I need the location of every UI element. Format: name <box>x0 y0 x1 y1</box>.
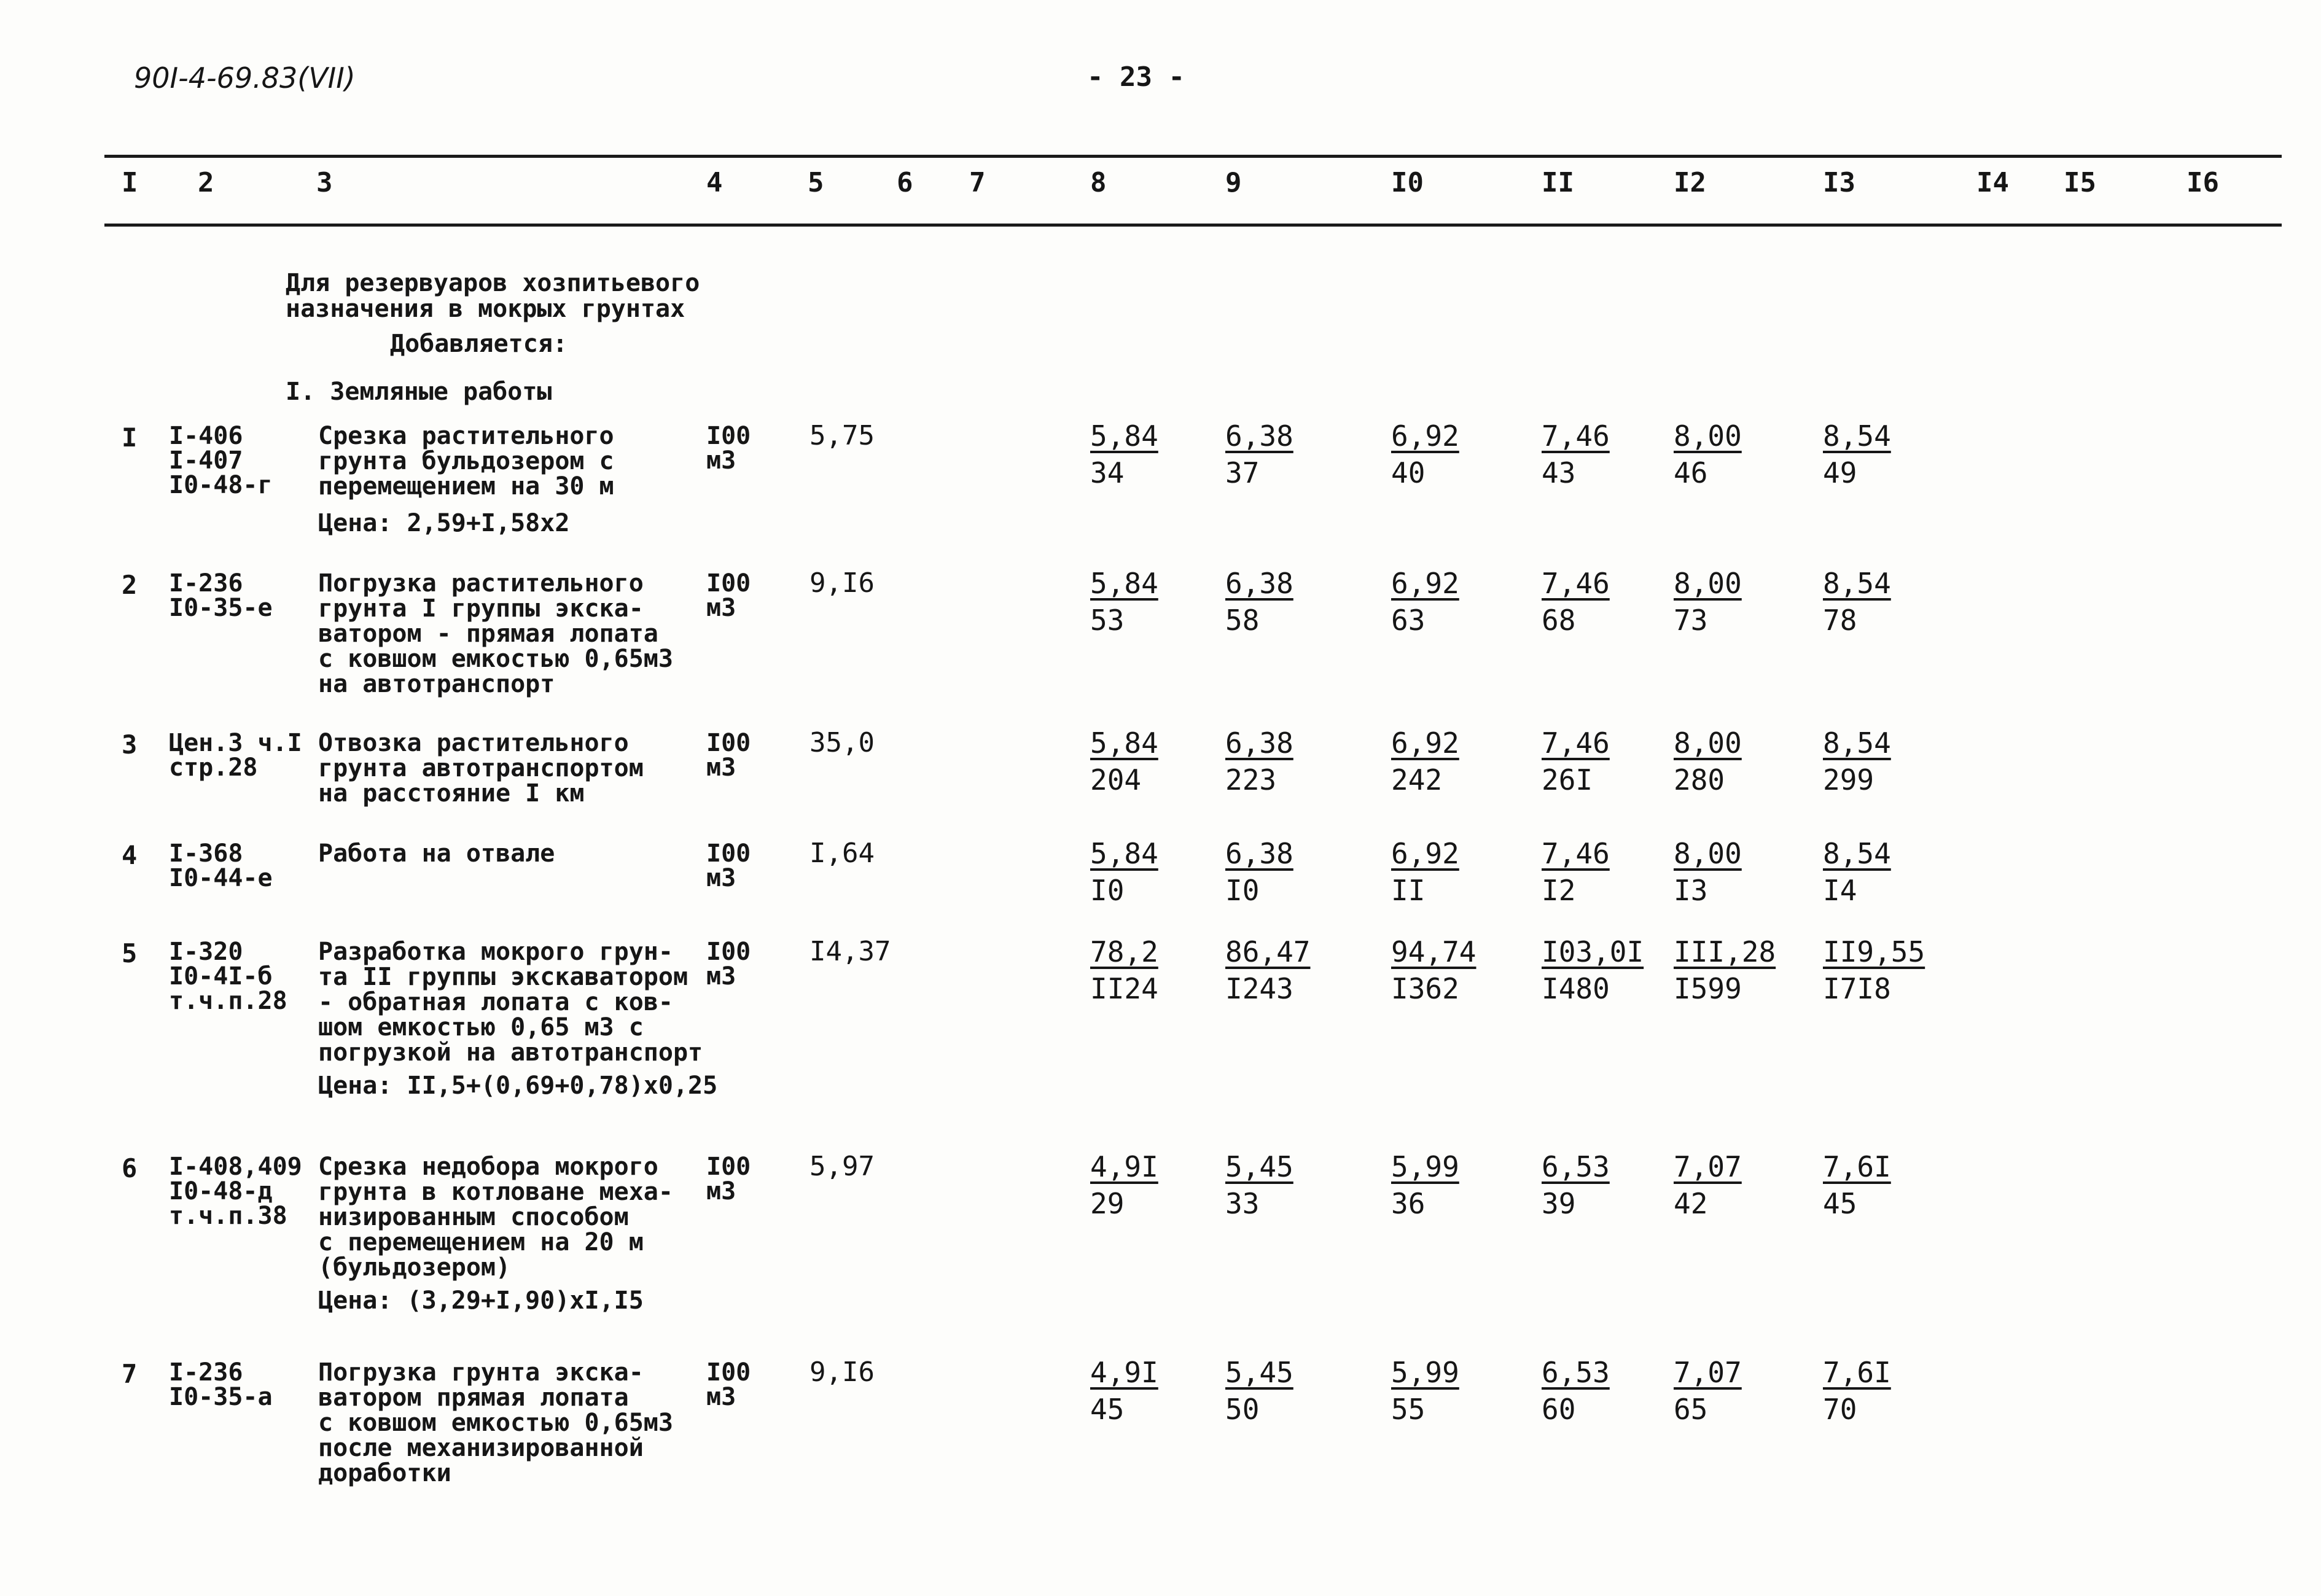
fraction-numerator: 8,00 <box>1674 837 1742 870</box>
description-line: ватором - прямая лопата <box>318 620 658 648</box>
fraction-denominator: 39 <box>1542 1187 1576 1220</box>
price-note: Цена: II,5+(0,69+0,78)x0,25 <box>318 1072 718 1100</box>
fraction-numerator: 8,54 <box>1823 837 1891 870</box>
value-fraction <box>1823 1150 1891 1221</box>
value-fraction <box>1225 419 1293 490</box>
fraction-numerator: III,28 <box>1674 935 1776 968</box>
fraction-numerator: 6,38 <box>1225 567 1293 600</box>
fraction-numerator: 7,46 <box>1542 419 1610 453</box>
fraction-denominator: 60 <box>1542 1393 1576 1426</box>
fraction-denominator: II24 <box>1090 972 1158 1005</box>
row-number: 7 <box>122 1359 138 1389</box>
unit <box>706 424 751 473</box>
column-header: 3 <box>316 167 333 198</box>
document-code: 90I-4-69.83(VII) <box>134 61 356 95</box>
value-fraction <box>1674 419 1742 490</box>
fraction-denominator: 280 <box>1674 763 1725 796</box>
fraction-denominator: I3 <box>1674 874 1708 907</box>
value-fraction <box>1674 935 1776 1006</box>
row-number: 2 <box>122 570 138 600</box>
unit-line: м3 <box>706 962 736 991</box>
fraction-numerator: 6,38 <box>1225 837 1293 870</box>
fraction-denominator: 73 <box>1674 604 1708 637</box>
value-fraction <box>1090 1355 1158 1427</box>
column-5-value: 9,I6 <box>809 1357 875 1388</box>
fraction-denominator: 223 <box>1225 763 1277 796</box>
fraction-numerator: 6,38 <box>1225 419 1293 453</box>
value-fraction <box>1542 566 1610 637</box>
reference-line: I-408,409 <box>169 1153 302 1181</box>
column-header: I3 <box>1823 167 1855 198</box>
section-title-line: назначения в мокрых грунтах <box>286 295 685 323</box>
value-fraction <box>1542 1150 1610 1221</box>
description-line: на автотранспорт <box>318 670 555 698</box>
fraction-numerator: 7,46 <box>1542 726 1610 760</box>
fraction-denominator: 204 <box>1090 763 1142 796</box>
fraction-numerator: 4,9I <box>1090 1150 1158 1183</box>
description-line: грунта I группы экска- <box>318 594 644 623</box>
row-number: I <box>122 422 138 453</box>
description-line: шом емкостью 0,65 м3 с <box>318 1013 644 1041</box>
description-line: с перемещением на 20 м <box>318 1228 644 1256</box>
top-rule <box>104 155 2282 158</box>
unit-line: I00 <box>706 839 751 868</box>
description-line: Разработка мокрого грун- <box>318 938 673 966</box>
reference-line: I-236 <box>169 569 243 598</box>
row-references <box>169 940 287 1013</box>
column-header: I0 <box>1391 167 1424 198</box>
fraction-denominator: 37 <box>1225 456 1260 489</box>
reference-line: I0-35-а <box>169 1383 273 1411</box>
fraction-denominator: 68 <box>1542 604 1576 637</box>
description-line: грунта автотранспортом <box>318 754 644 782</box>
reference-line: стр.28 <box>169 753 258 782</box>
fraction-numerator: 8,00 <box>1674 419 1742 453</box>
fraction-numerator: 4,9I <box>1090 1356 1158 1389</box>
fraction-numerator: 7,6I <box>1823 1150 1891 1183</box>
column-header: 4 <box>706 167 723 198</box>
fraction-denominator: 45 <box>1090 1393 1125 1426</box>
unit-line: I00 <box>706 729 751 757</box>
section-title <box>286 270 700 322</box>
column-5-value: 5,75 <box>809 420 875 451</box>
fraction-denominator: 26I <box>1542 763 1593 796</box>
fraction-numerator: 5,45 <box>1225 1356 1293 1389</box>
price-note: Цена: (3,29+I,90)xI,I5 <box>318 1287 644 1315</box>
value-fraction <box>1090 419 1158 490</box>
value-fraction <box>1674 566 1742 637</box>
column-5-value: 35,0 <box>809 727 875 758</box>
fraction-numerator: 5,84 <box>1090 567 1158 600</box>
fraction-numerator: 78,2 <box>1090 935 1158 968</box>
row-number: 3 <box>122 730 138 760</box>
fraction-numerator: II9,55 <box>1823 935 1925 968</box>
fraction-denominator: II <box>1391 874 1426 907</box>
column-header: 2 <box>198 167 214 198</box>
value-fraction <box>1542 726 1610 797</box>
fraction-denominator: I4 <box>1823 874 1857 907</box>
fraction-numerator: 7,07 <box>1674 1356 1742 1389</box>
fraction-denominator: 63 <box>1391 604 1426 637</box>
description-line: погрузкой на автотранспорт <box>318 1038 703 1067</box>
value-fraction <box>1542 419 1610 490</box>
value-fraction <box>1391 1355 1459 1427</box>
row-description <box>318 841 555 866</box>
fraction-denominator: 40 <box>1391 456 1426 489</box>
description-line: Срезка недобора мокрого <box>318 1153 658 1181</box>
unit-line: м3 <box>706 753 736 782</box>
reference-line: I-368 <box>169 839 243 868</box>
description-line: Отвозка растительного <box>318 729 629 757</box>
reference-line: I-236 <box>169 1358 243 1387</box>
fraction-numerator: 6,92 <box>1391 567 1459 600</box>
reference-line: т.ч.п.28 <box>169 987 287 1015</box>
row-references <box>169 841 273 890</box>
fraction-denominator: I480 <box>1542 972 1610 1005</box>
fraction-denominator: 242 <box>1391 763 1443 796</box>
value-fraction <box>1823 1355 1891 1427</box>
fraction-denominator: I0 <box>1090 874 1125 907</box>
unit-line: I00 <box>706 422 751 450</box>
fraction-denominator: I599 <box>1674 972 1742 1005</box>
value-fraction <box>1090 836 1158 908</box>
value-fraction <box>1391 566 1459 637</box>
fraction-numerator: 8,54 <box>1823 726 1891 760</box>
unit-line: I00 <box>706 1153 751 1181</box>
fraction-numerator: 8,54 <box>1823 567 1891 600</box>
column-header: I4 <box>1976 167 2009 198</box>
fraction-numerator: 5,84 <box>1090 419 1158 453</box>
fraction-denominator: 45 <box>1823 1187 1857 1220</box>
description-line: Работа на отвале <box>318 839 555 868</box>
value-fraction <box>1225 935 1310 1006</box>
value-fraction <box>1674 726 1742 797</box>
reference-line: Цен.3 ч.I <box>169 729 302 757</box>
fraction-denominator: I0 <box>1225 874 1260 907</box>
unit-line: I00 <box>706 938 751 966</box>
fraction-numerator: 5,99 <box>1391 1150 1459 1183</box>
column-header: 7 <box>969 167 986 198</box>
row-description <box>318 1154 673 1280</box>
section-title-line: Для резервуаров хозпитьевого <box>286 269 700 297</box>
row-references <box>169 571 273 620</box>
row-description <box>318 940 703 1065</box>
fraction-numerator: 5,45 <box>1225 1150 1293 1183</box>
fraction-denominator: 34 <box>1090 456 1125 489</box>
description-line: грунта в котловане меха- <box>318 1178 673 1206</box>
value-fraction <box>1090 726 1158 797</box>
fraction-denominator: 53 <box>1090 604 1125 637</box>
value-fraction <box>1542 836 1610 908</box>
value-fraction <box>1225 726 1293 797</box>
description-line: с ковшом емкостью 0,65м3 <box>318 645 673 673</box>
reference-line: I0-35-е <box>169 594 273 622</box>
fraction-denominator: 65 <box>1674 1393 1708 1426</box>
reference-line: I0-48-г <box>169 471 273 499</box>
fraction-numerator: 6,38 <box>1225 726 1293 760</box>
value-fraction <box>1542 935 1644 1006</box>
fraction-denominator: 78 <box>1823 604 1857 637</box>
description-line: - обратная лопата с ков- <box>318 988 673 1016</box>
description-line: низированным способом <box>318 1203 629 1231</box>
fraction-denominator: 58 <box>1225 604 1260 637</box>
unit-line: м3 <box>706 594 736 622</box>
value-fraction <box>1823 566 1891 637</box>
value-fraction <box>1225 836 1293 908</box>
unit <box>706 940 751 989</box>
description-line: ватором прямая лопата <box>318 1384 629 1412</box>
description-line: Срезка растительного <box>318 422 614 450</box>
value-fraction <box>1823 726 1891 797</box>
reference-line: I0-4I-б <box>169 962 273 991</box>
column-header: 5 <box>808 167 824 198</box>
column-header: I2 <box>1674 167 1706 198</box>
value-fraction <box>1225 1150 1293 1221</box>
column-5-value: 5,97 <box>809 1151 875 1182</box>
fraction-numerator: 7,46 <box>1542 567 1610 600</box>
fraction-denominator: 299 <box>1823 763 1874 796</box>
subsection-title: I. Земляные работы <box>286 378 552 406</box>
row-description <box>318 731 644 806</box>
price-note: Цена: 2,59+I,58x2 <box>318 509 570 537</box>
fraction-denominator: 33 <box>1225 1187 1260 1220</box>
unit-line: I00 <box>706 1358 751 1387</box>
description-line: доработки <box>318 1459 451 1487</box>
reference-line: I-320 <box>169 938 243 966</box>
column-header: II <box>1542 167 1574 198</box>
column-header: 9 <box>1225 167 1242 198</box>
row-references <box>169 424 273 497</box>
column-5-value: I4,37 <box>809 936 891 967</box>
fraction-denominator: 70 <box>1823 1393 1857 1426</box>
unit <box>706 841 751 890</box>
value-fraction <box>1391 935 1476 1006</box>
value-fraction <box>1391 419 1459 490</box>
fraction-denominator: 46 <box>1674 456 1708 489</box>
row-references <box>169 731 302 780</box>
row-references <box>169 1360 273 1409</box>
fraction-numerator: 5,84 <box>1090 837 1158 870</box>
reference-line: I-407 <box>169 446 243 475</box>
fraction-denominator: 43 <box>1542 456 1576 489</box>
fraction-numerator: 8,00 <box>1674 567 1742 600</box>
unit <box>706 731 751 780</box>
fraction-numerator: 94,74 <box>1391 935 1476 968</box>
fraction-denominator: I2 <box>1542 874 1576 907</box>
reference-line: I0-48-д <box>169 1177 273 1205</box>
fraction-numerator: 6,53 <box>1542 1150 1610 1183</box>
fraction-denominator: 36 <box>1391 1187 1426 1220</box>
fraction-numerator: 6,53 <box>1542 1356 1610 1389</box>
reference-line: I0-44-е <box>169 864 273 892</box>
value-fraction <box>1225 566 1293 637</box>
description-line: грунта бульдозером с <box>318 447 614 475</box>
unit <box>706 1360 751 1409</box>
description-line: перемещением на 30 м <box>318 472 614 500</box>
page-number: - 23 - <box>1087 61 1185 93</box>
value-fraction <box>1090 566 1158 637</box>
column-header: 8 <box>1090 167 1107 198</box>
fraction-numerator: 8,54 <box>1823 419 1891 453</box>
row-description <box>318 1360 673 1486</box>
fraction-numerator: 6,92 <box>1391 419 1459 453</box>
value-fraction <box>1674 1355 1742 1427</box>
unit-line: м3 <box>706 1383 736 1411</box>
column-5-value: 9,I6 <box>809 567 875 599</box>
description-line: (бульдозером) <box>318 1253 511 1282</box>
fraction-numerator: I03,0I <box>1542 935 1644 968</box>
fraction-numerator: 7,46 <box>1542 837 1610 870</box>
column-5-value: I,64 <box>809 838 875 869</box>
row-number: 4 <box>122 840 138 870</box>
fraction-denominator: I7I8 <box>1823 972 1891 1005</box>
fraction-numerator: 7,07 <box>1674 1150 1742 1183</box>
row-number: 5 <box>122 938 138 968</box>
value-fraction <box>1090 1150 1158 1221</box>
fraction-numerator: 5,99 <box>1391 1356 1459 1389</box>
description-line: Погрузка грунта экска- <box>318 1358 644 1387</box>
row-description <box>318 424 614 499</box>
row-references <box>169 1154 302 1228</box>
value-fraction <box>1823 419 1891 490</box>
description-line: с ковшом емкостью 0,65м3 <box>318 1409 673 1437</box>
fraction-denominator: 55 <box>1391 1393 1426 1426</box>
fraction-numerator: 8,00 <box>1674 726 1742 760</box>
value-fraction <box>1674 1150 1742 1221</box>
unit-line: м3 <box>706 1177 736 1205</box>
value-fraction <box>1090 935 1158 1006</box>
unit <box>706 571 751 620</box>
added-label: Добавляется: <box>390 330 568 358</box>
value-fraction <box>1542 1355 1610 1427</box>
description-line: после механизированной <box>318 1434 644 1462</box>
row-number: 6 <box>122 1153 138 1183</box>
unit <box>706 1154 751 1204</box>
value-fraction <box>1823 836 1891 908</box>
fraction-denominator: 49 <box>1823 456 1857 489</box>
fraction-denominator: I362 <box>1391 972 1459 1005</box>
fraction-denominator: 50 <box>1225 1393 1260 1426</box>
unit-line: I00 <box>706 569 751 598</box>
value-fraction <box>1391 1150 1459 1221</box>
value-fraction <box>1225 1355 1293 1427</box>
column-header: 6 <box>897 167 913 198</box>
value-fraction <box>1674 836 1742 908</box>
column-header: I6 <box>2186 167 2219 198</box>
fraction-denominator: 42 <box>1674 1187 1708 1220</box>
value-fraction <box>1391 726 1459 797</box>
header-bottom-rule <box>104 224 2282 227</box>
fraction-numerator: 5,84 <box>1090 726 1158 760</box>
description-line: та II группы экскаватором <box>318 963 688 991</box>
row-description <box>318 571 673 697</box>
column-header: I5 <box>2064 167 2096 198</box>
unit-line: м3 <box>706 446 736 475</box>
fraction-numerator: 7,6I <box>1823 1356 1891 1389</box>
value-fraction <box>1823 935 1925 1006</box>
fraction-numerator: 6,92 <box>1391 726 1459 760</box>
column-header: I <box>122 167 138 198</box>
value-fraction <box>1391 836 1459 908</box>
reference-line: I-406 <box>169 422 243 450</box>
fraction-numerator: 86,47 <box>1225 935 1311 968</box>
unit-line: м3 <box>706 864 736 892</box>
description-line: на расстояние I км <box>318 779 585 808</box>
fraction-denominator: I243 <box>1225 972 1293 1005</box>
reference-line: т.ч.п.38 <box>169 1202 287 1230</box>
fraction-denominator: 29 <box>1090 1187 1125 1220</box>
fraction-numerator: 6,92 <box>1391 837 1459 870</box>
description-line: Погрузка растительного <box>318 569 644 598</box>
